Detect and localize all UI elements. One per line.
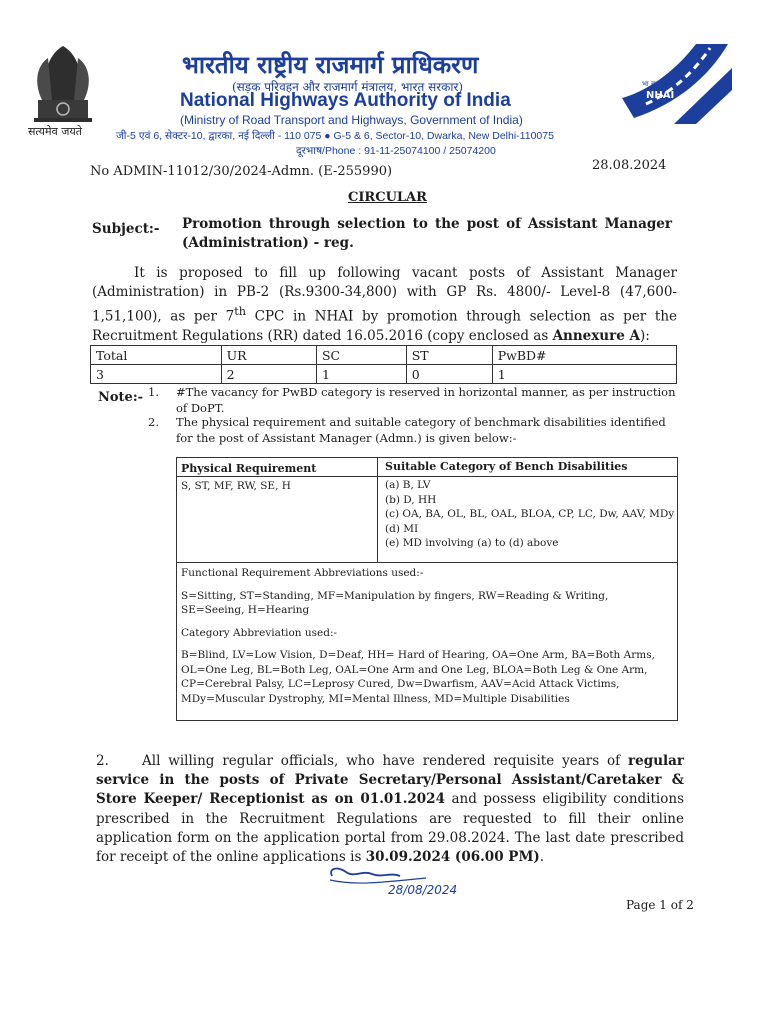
vacancy-value-cell: 3 bbox=[91, 365, 222, 384]
emblem-motto: सत्यमेव जयते bbox=[28, 125, 83, 138]
org-ministry-hindi: (सड़क परिवहन और राजमार्ग मंत्रालय, भारत सरकार) bbox=[232, 80, 464, 94]
vacancy-value-cell: 1 bbox=[316, 365, 406, 384]
disability-category-item: (c) OA, BA, OL, BL, OAL, BLOA, CP, LC, Dw, AAV, MDy bbox=[385, 508, 675, 520]
eligibility-text-1: All willing regular officials, who have rendered requisite years of bbox=[142, 753, 629, 769]
eligibility-text-3: . bbox=[539, 849, 545, 866]
eligibility-bold-1: regular service in the posts of Private Secretary/Personal Assistant/Caretaker & Store Keeper/ Receptionist as on 01.01.2024 bbox=[96, 753, 684, 808]
intro-sup: th bbox=[234, 305, 247, 318]
nhai-logo-text: NHAI bbox=[646, 90, 675, 101]
note-label: Note:- bbox=[98, 390, 144, 405]
org-ministry: (Ministry of Road Transport and Highways, Government of India) bbox=[180, 113, 523, 127]
vacancy-header-cell: SC bbox=[316, 346, 406, 365]
disability-category-item: (b) D, HH bbox=[385, 493, 437, 506]
vacancy-table bbox=[90, 345, 677, 384]
category-abbr-title: Category Abbreviation used:- bbox=[181, 626, 338, 639]
vacancy-header-cell: UR bbox=[221, 346, 316, 365]
org-address: जी-5 एवं 6, सेक्टर-10, द्वारका, नई दिल्ली - 110 075 ● G-5 & 6, Sector-10, Dwarka, New Delhi-110075 bbox=[116, 130, 554, 142]
vacancy-header-cell: Total bbox=[91, 346, 222, 365]
national-emblem-icon bbox=[20, 38, 106, 138]
eligibility-paragraph bbox=[96, 752, 684, 867]
disability-category-item: (e) MD involving (a) to (d) above bbox=[385, 537, 559, 549]
table-divider bbox=[177, 562, 677, 563]
org-name-english: National Highways Authority of India bbox=[180, 90, 511, 111]
reference-number: No ADMIN-11012/30/2024-Admn. (E-255990) bbox=[90, 164, 393, 179]
vacancy-header-cell: PwBD# bbox=[492, 346, 676, 365]
vacancy-value-row bbox=[91, 365, 677, 384]
physical-requirement-header: Physical Requirement bbox=[181, 462, 317, 475]
subject-text: Promotion through selection to the post of Assistant Manager (Administration) - reg. bbox=[182, 216, 672, 251]
org-phone: दूरभाष/Phone : 91-11-25074100 / 25074200 bbox=[296, 145, 496, 157]
table-divider bbox=[177, 476, 677, 477]
functional-abbr-title: Functional Requirement Abbreviations used:- bbox=[181, 567, 424, 579]
note-text: #The vacancy for PwBD category is reserved in horizontal manner, as per instruction of DoPT. bbox=[176, 385, 676, 415]
note-item bbox=[148, 384, 678, 416]
nhai-logo-hindi: भा रा रा प्रा bbox=[642, 80, 671, 88]
signature-icon bbox=[326, 866, 476, 900]
note-number: 1. bbox=[148, 385, 159, 399]
circular-date: 28.08.2024 bbox=[592, 158, 667, 173]
table-divider bbox=[377, 458, 378, 562]
disability-category-item: (d) MI bbox=[385, 522, 419, 535]
category-abbr-text: B=Blind, LV=Low Vision, D=Deaf, HH= Hard of Hearing, OA=One Arm, BA=Both Arms, OL=One Leg, BL=Both Leg, OAL=One Arm and One Leg, BLOA=Both Leg & One Arm, CP=Cerebral Palsy, LC=Leprosy Cured, Dw=Dwarfism, AAV=Acid Attack Victims, MDy=Muscular Dystrophy, MI=Mental Illness, MD=Multiple Disabilities bbox=[181, 649, 655, 705]
note-item bbox=[148, 414, 678, 446]
functional-abbr-text: S=Sitting, ST=Standing, MF=Manipulation by fingers, RW=Reading & Writing, SE=Seeing, H=Hearing bbox=[181, 589, 609, 616]
nhai-logo-icon bbox=[616, 38, 736, 130]
eligibility-text-2: and possess eligibility conditions prescribed in the Recruitment Regulations are requested to fill their online application form on the application portal from 29.08.2024. The last date prescribed for receipt of the online applications is bbox=[96, 791, 684, 866]
physical-requirement-value: S, ST, MF, RW, SE, H bbox=[181, 480, 291, 492]
subject-label: Subject:- bbox=[92, 221, 160, 237]
vacancy-header-row bbox=[91, 346, 677, 365]
org-name-hindi: भारतीय राष्ट्रीय राजमार्ग प्राधिकरण bbox=[182, 50, 479, 79]
eligibility-bold-2: 30.09.2024 (06.00 PM) bbox=[365, 849, 540, 866]
intro-text-1: It is proposed to fill up following vacant posts of Assistant Manager (Administration) in PB-2 (Rs.9300-34,800) with GP Rs. 4800/- Level-8 (47,600-1,51,100), as per 7 bbox=[92, 265, 677, 325]
note-text: The physical requirement and suitable category of benchmark disabilities identified for the post of Assistant Manager (Admn.) is given below:- bbox=[176, 415, 666, 445]
disability-category-list bbox=[385, 478, 674, 551]
intro-annexure: Annexure A bbox=[552, 327, 640, 344]
vacancy-value-cell: 1 bbox=[492, 365, 676, 384]
note-number: 2. bbox=[148, 415, 159, 429]
abbreviations-section bbox=[181, 566, 671, 714]
disability-category-header: Suitable Category of Bench Disabilities bbox=[385, 460, 628, 473]
disability-category-item: (a) B, LV bbox=[385, 479, 431, 491]
vacancy-header-cell: ST bbox=[406, 346, 492, 365]
page-number: Page 1 of 2 bbox=[626, 898, 694, 912]
disability-table bbox=[176, 457, 678, 721]
intro-text-3: ): bbox=[640, 327, 650, 344]
vacancy-value-cell: 0 bbox=[406, 365, 492, 384]
intro-paragraph bbox=[92, 264, 677, 346]
vacancy-value-cell: 2 bbox=[221, 365, 316, 384]
document-title: CIRCULAR bbox=[348, 190, 427, 205]
paragraph-number: 2. bbox=[96, 753, 109, 769]
signature-date: 28/08/2024 bbox=[388, 883, 458, 897]
intro-text-2: CPC in NHAI by promotion through selection as per the Recruitment Regulations (RR) dated 16.05.2016 (copy enclosed as bbox=[92, 308, 678, 344]
